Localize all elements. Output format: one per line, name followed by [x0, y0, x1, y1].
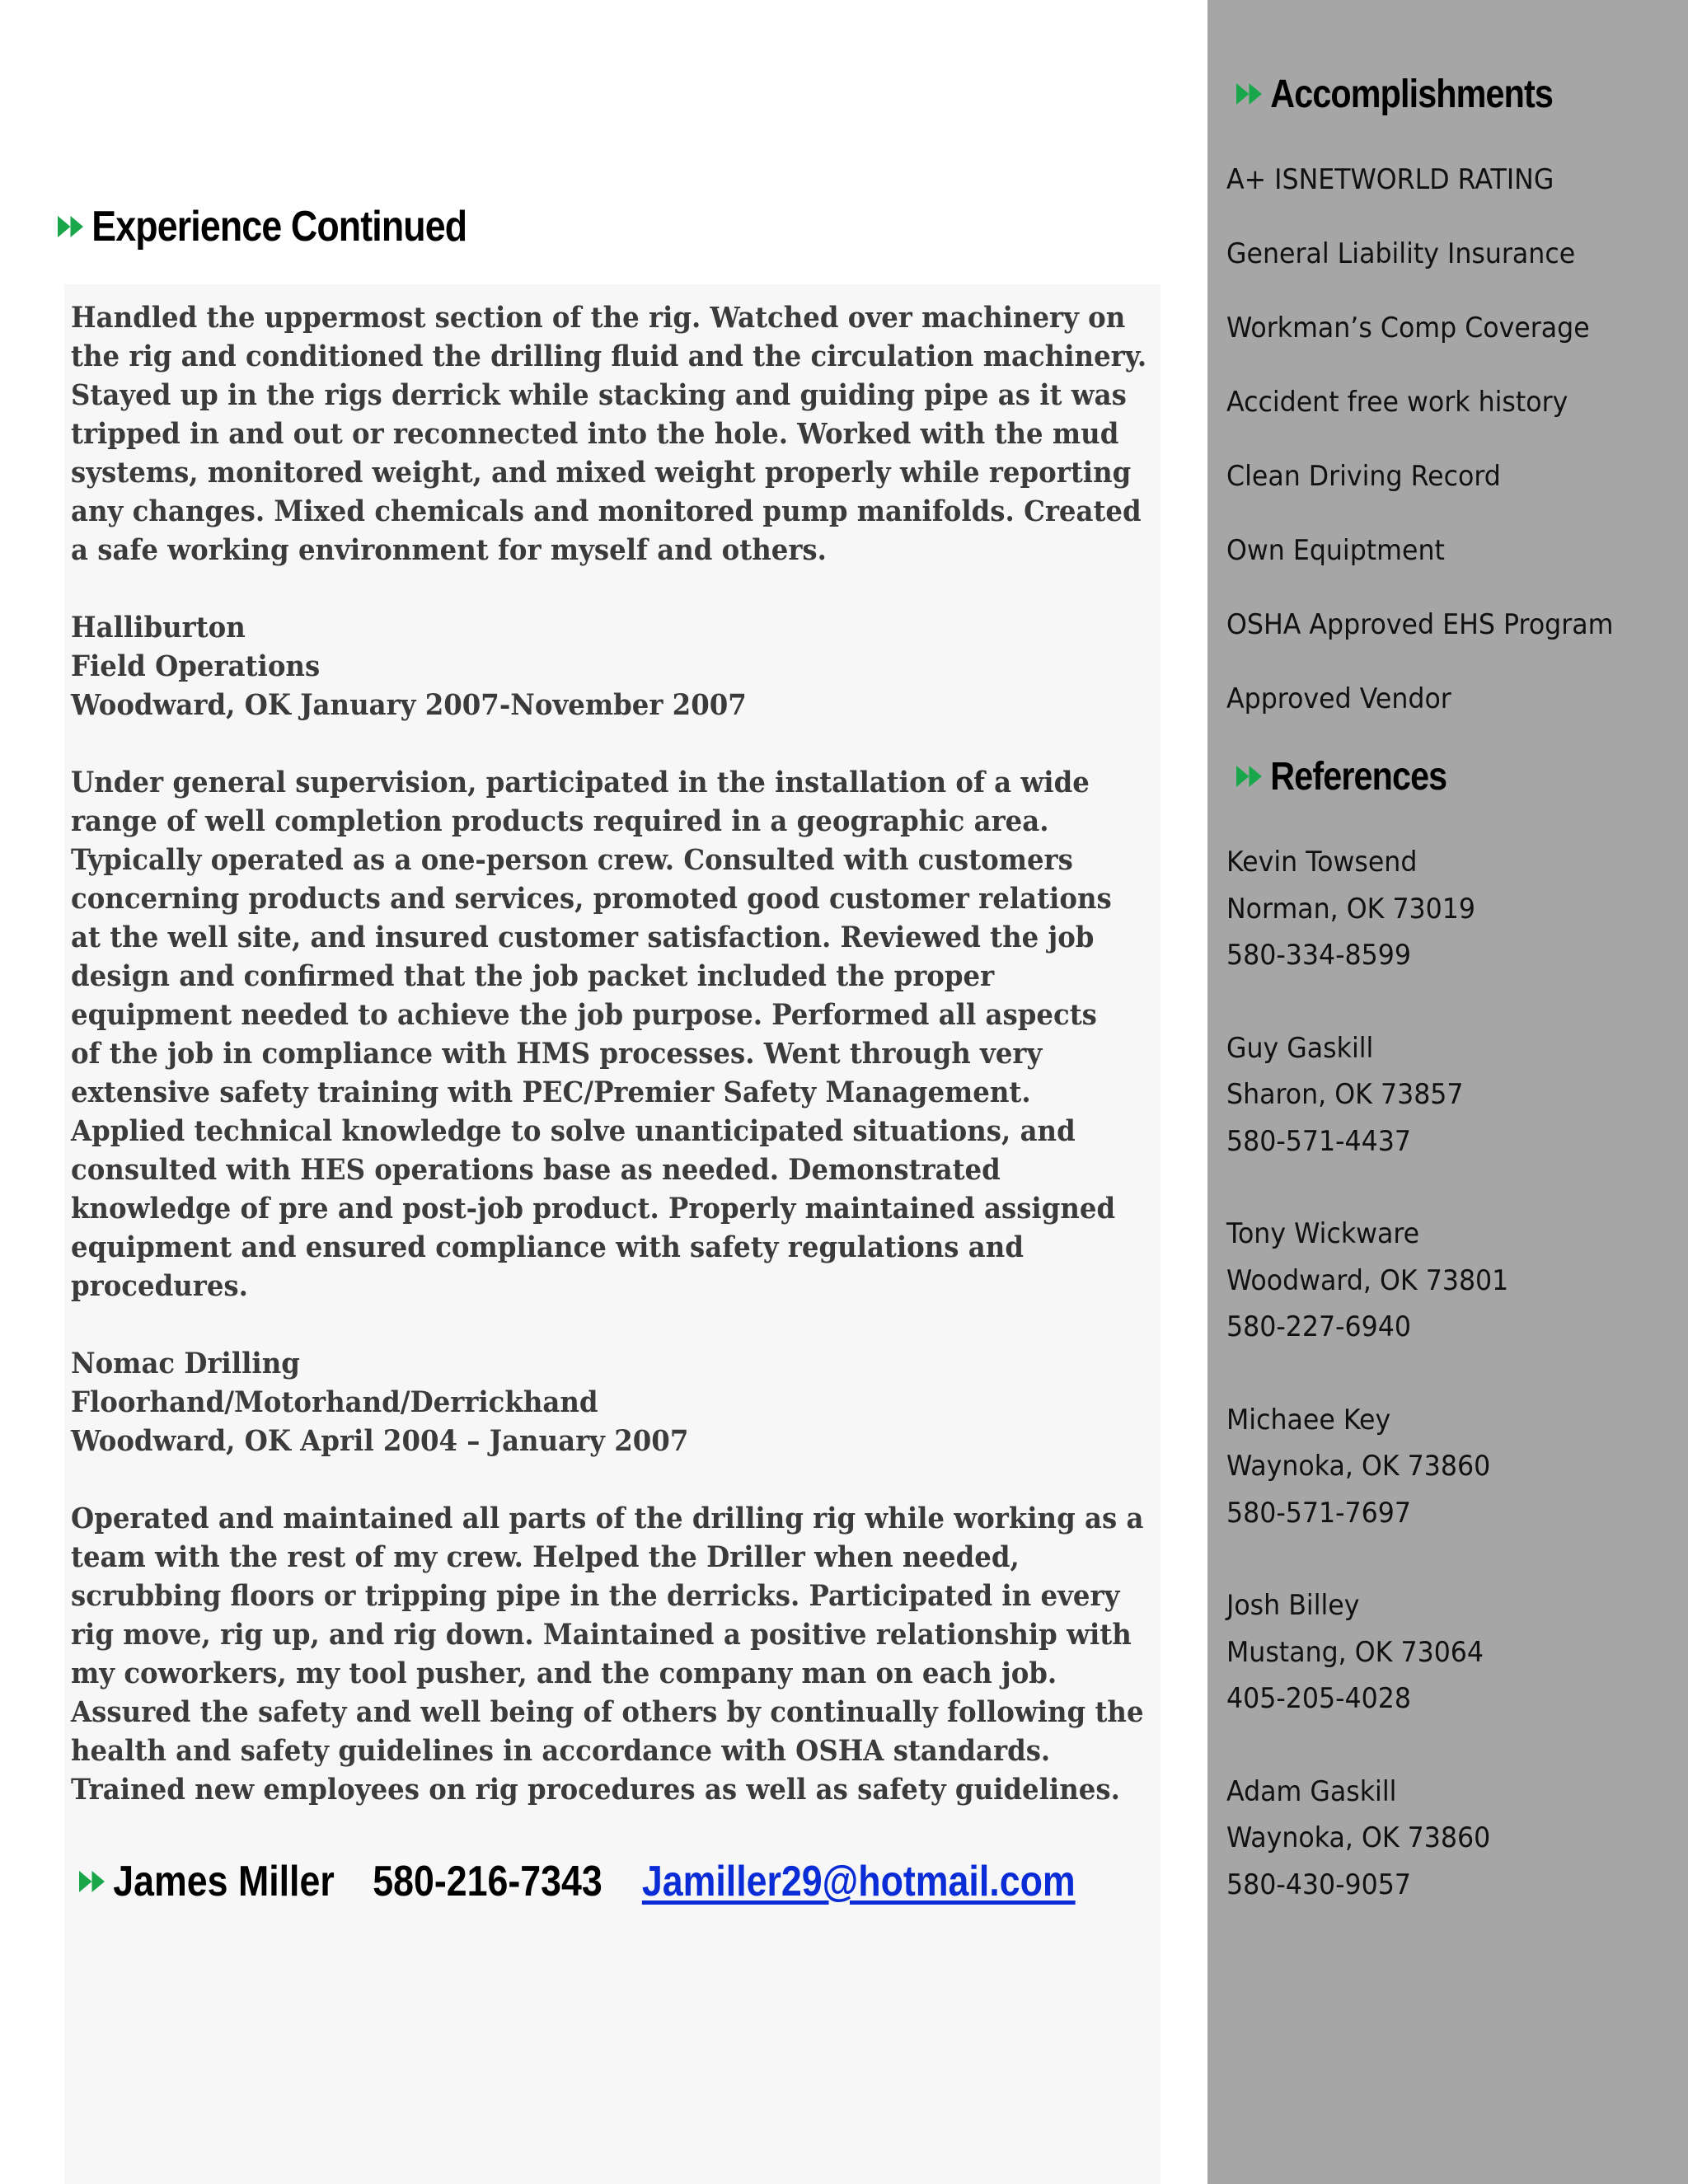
text-line: scrubbing floors or tripping pipe in the derricks. Participated in every [71, 1579, 1120, 1613]
references-heading [1236, 752, 1447, 801]
experience-heading [58, 198, 467, 255]
experience-heading-text: Experience Continued [91, 203, 467, 251]
text-line: knowledge of pre and post-job product. Properly maintained assigned [71, 1192, 1116, 1226]
reference-phone: 580-334-8599 [1226, 939, 1411, 972]
text-line: my coworkers, my tool pusher, and the company man on each job. [71, 1657, 1057, 1690]
text-line: Nomac Drilling [71, 1347, 300, 1380]
experience-paragraph [71, 1344, 1093, 1460]
accomplishment-item: General Liability Insurance [1226, 237, 1576, 270]
reference-phone: 580-571-4437 [1226, 1124, 1411, 1158]
experience-paragraph [71, 608, 1093, 724]
text-line: Stayed up in the rigs derrick while stacking and guiding pipe as it was [71, 378, 1127, 412]
contact-footer [79, 1853, 1076, 1910]
text-line: rig move, rig up, and rig down. Maintained a positive relationship with [71, 1618, 1132, 1652]
reference-entry [1226, 1025, 1672, 1212]
accomplishment-item: A+ ISNETWORLD RATING [1226, 163, 1554, 196]
contact-phone: 580-216-7343 [373, 1858, 603, 1905]
text-line: procedures. [71, 1269, 248, 1303]
reference-name: Guy Gaskill [1226, 1031, 1374, 1065]
accomplishments-heading [1236, 69, 1553, 119]
experience-content [71, 298, 1147, 1848]
text-line: Operated and maintained all parts of the drilling rig while working as a [71, 1502, 1144, 1535]
accomplishment-item: Clean Driving Record [1226, 460, 1501, 493]
text-line: Applied technical knowledge to solve unanticipated situations, and [71, 1114, 1076, 1148]
contact-email-link[interactable]: Jamiller29@hotmail.com [641, 1858, 1076, 1905]
reference-name: Tony Wickware [1226, 1217, 1420, 1250]
text-line: tripped in and out or reconnected into the hole. Worked with the mud [71, 417, 1119, 451]
reference-location: Woodward, OK 73801 [1226, 1263, 1509, 1297]
double-arrow-icon [1236, 764, 1264, 789]
reference-phone: 580-430-9057 [1226, 1868, 1411, 1901]
reference-location: Sharon, OK 73857 [1226, 1078, 1464, 1111]
text-line: any changes. Mixed chemicals and monitored pump manifolds. Created [71, 494, 1142, 528]
accomplishment-item: OSHA Approved EHS Program [1226, 608, 1614, 641]
text-line: Woodward, OK April 2004 – January 2007 [71, 1424, 689, 1458]
experience-paragraph [71, 763, 1116, 1305]
text-line: design and confirmed that the job packet included the proper [71, 959, 995, 993]
reference-name: Josh Billey [1226, 1589, 1360, 1622]
experience-paragraph [71, 298, 1147, 569]
reference-name: Adam Gaskill [1226, 1774, 1397, 1808]
text-line: systems, monitored weight, and mixed weight properly while reporting [71, 456, 1132, 490]
text-line: Trained new employees on rig procedures as well as safety guidelines. [71, 1773, 1120, 1807]
text-line: equipment needed to achieve the job purpose. Performed all aspects [71, 998, 1097, 1032]
contact-name: James Miller [113, 1858, 335, 1905]
reference-location: Waynoka, OK 73860 [1226, 1821, 1491, 1854]
reference-phone: 405-205-4028 [1226, 1682, 1411, 1715]
text-line: consulted with HES operations base as needed. Demonstrated [71, 1153, 1001, 1187]
text-line: at the well site, and insured customer satisfaction. Reviewed the job [71, 921, 1095, 954]
text-line: extensive safety training with PEC/Premier Safety Management. [71, 1076, 1031, 1109]
double-arrow-icon [1236, 82, 1264, 106]
reference-location: Waynoka, OK 73860 [1226, 1450, 1491, 1483]
text-line: Halliburton [71, 611, 246, 644]
text-line: Woodward, OK January 2007-November 2007 [71, 688, 747, 722]
text-line: Floorhand/Motorhand/Derrickhand [71, 1385, 598, 1419]
accomplishments-list [1226, 157, 1672, 750]
references-heading-text: References [1270, 754, 1447, 799]
reference-entry [1226, 1769, 1672, 1955]
text-line: a safe working environment for myself and others. [71, 533, 827, 567]
text-line: Typically operated as a one-person crew. Consulted with customers [71, 843, 1073, 877]
reference-location: Norman, OK 73019 [1226, 892, 1476, 926]
text-line: health and safety guidelines in accordance with OSHA standards. [71, 1734, 1051, 1768]
text-line: Assured the safety and well being of others by continually following the [71, 1695, 1144, 1729]
accomplishments-heading-text: Accomplishments [1270, 72, 1553, 116]
reference-phone: 580-227-6940 [1226, 1310, 1411, 1343]
text-line: Handled the uppermost section of the rig. Watched over machinery on [71, 301, 1126, 335]
experience-paragraph [71, 1499, 1144, 1809]
reference-phone: 580-571-7697 [1226, 1496, 1411, 1530]
text-line: team with the rest of my crew. Helped the Driller when needed, [71, 1540, 1020, 1574]
reference-name: Michaee Key [1226, 1403, 1391, 1436]
reference-entry [1226, 839, 1672, 1025]
accomplishment-item: Accident free work history [1226, 386, 1568, 419]
text-line: range of well completion products required in a geographic area. [71, 804, 1049, 838]
accomplishment-item: Own Equiptment [1226, 534, 1445, 567]
accomplishment-item: Approved Vendor [1226, 682, 1451, 715]
reference-entry [1226, 1397, 1672, 1583]
text-line: equipment and ensured compliance with safety regulations and [71, 1230, 1024, 1264]
text-line: concerning products and services, promoted good customer relations [71, 882, 1112, 916]
reference-name: Kevin Towsend [1226, 846, 1418, 879]
double-arrow-icon [58, 214, 86, 239]
double-arrow-icon [79, 1869, 107, 1894]
reference-entry [1226, 1582, 1672, 1769]
text-line: Field Operations [71, 649, 321, 683]
references-list [1226, 839, 1672, 1954]
text-line: the rig and conditioned the drilling fluid and the circulation machinery. [71, 340, 1147, 373]
accomplishment-item: Workman’s Comp Coverage [1226, 312, 1590, 344]
text-line: Under general supervision, participated in the installation of a wide [71, 766, 1090, 799]
reference-location: Mustang, OK 73064 [1226, 1635, 1484, 1669]
text-line: of the job in compliance with HMS processes. Went through very [71, 1037, 1043, 1071]
reference-entry [1226, 1211, 1672, 1397]
